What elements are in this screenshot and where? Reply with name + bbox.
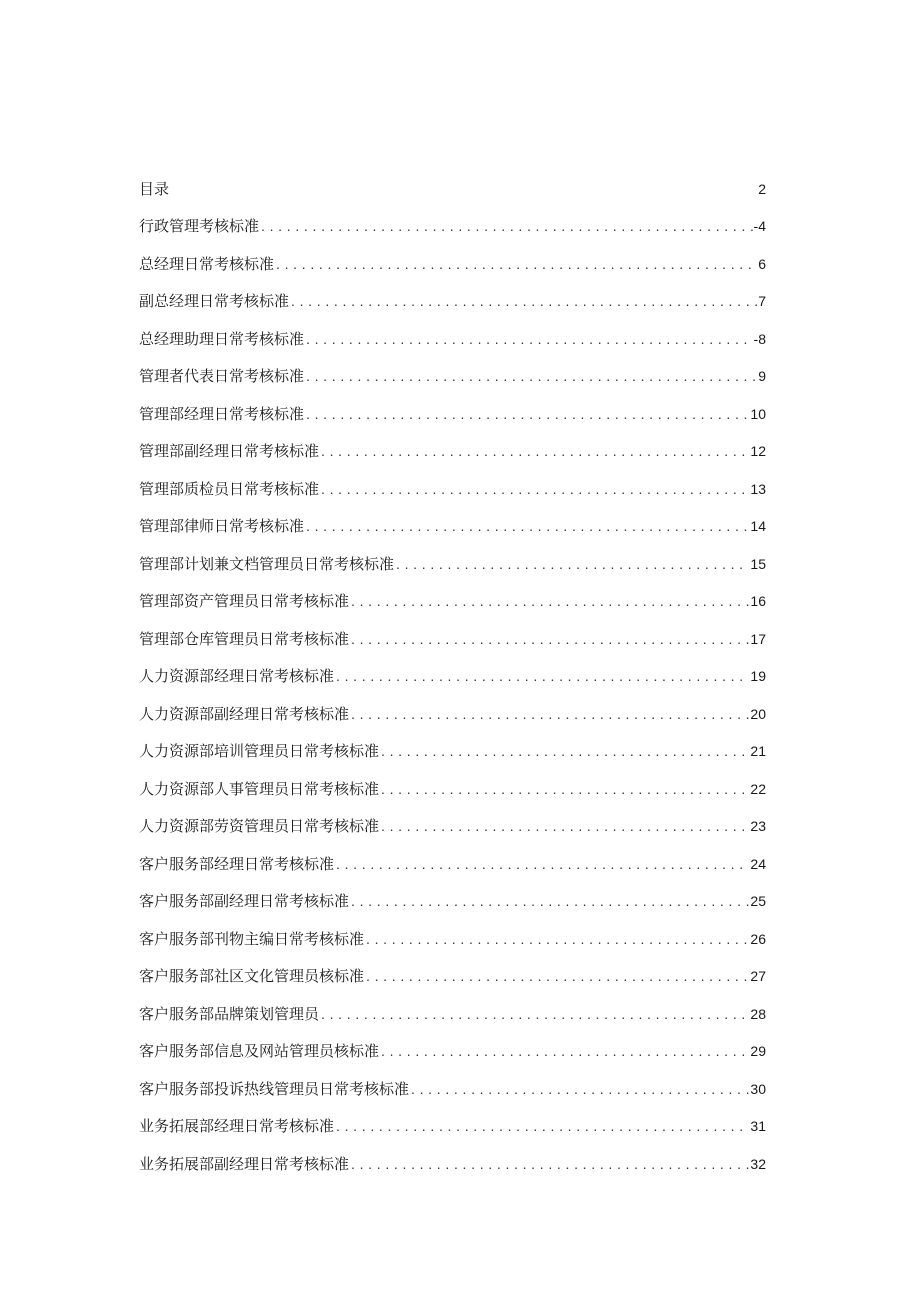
dot-leader [321,443,749,459]
dot-leader [351,1156,749,1172]
toc-entry-page-number: -8 [753,330,766,347]
toc-entry[interactable] [139,1040,766,1078]
dot-leader [336,856,749,872]
toc-entry[interactable] [139,740,766,778]
toc-entry-title: 业务拓展部副经理日常考核标准 [139,1154,350,1173]
toc-entry[interactable] [139,328,766,366]
toc-entry-title: 人力资源部劳资管理员日常考核标准 [139,817,380,835]
dot-leader [306,331,753,347]
dot-leader [306,406,749,422]
toc-entry-title: 人力资源部经理日常考核标准 [139,667,335,685]
dot-leader [381,781,749,797]
toc-entry[interactable] [139,290,766,328]
toc-entry[interactable] [139,440,766,478]
dot-leader [291,293,757,309]
toc-entry[interactable] [139,815,766,853]
dot-leader [336,1118,749,1134]
toc-entry[interactable] [139,515,766,553]
table-of-contents [139,178,766,1190]
dot-leader [351,893,749,909]
toc-entry[interactable] [139,365,766,403]
toc-entry[interactable] [139,778,766,816]
toc-entry-page-number: 19 [750,668,766,684]
toc-entry[interactable] [139,1153,766,1191]
toc-entry[interactable] [139,478,766,516]
dot-leader [306,518,749,534]
toc-entry[interactable] [139,590,766,628]
toc-entry-title: 副总经理日常考核标准 [139,292,290,310]
dot-leader [351,631,749,647]
dot-leader [381,818,749,834]
dot-leader [321,481,749,497]
toc-entry-title: 客户服务部品牌策划管理员 [139,1004,320,1023]
toc-entry-title: 总经理助理日常考核标准 [139,329,305,348]
toc-list [139,215,766,1190]
toc-entry[interactable] [139,703,766,741]
toc-entry[interactable] [139,853,766,891]
toc-entry-page-number: 25 [750,893,766,909]
toc-entry-title: 管理部计划兼文档管理员日常考核标准 [139,554,395,573]
toc-entry-page-number: 32 [750,1155,766,1172]
toc-entry-title: 人力资源部人事管理员日常考核标准 [139,779,380,798]
toc-entry-page-number: 30 [750,1080,766,1097]
toc-entry-title: 管理者代表日常考核标准 [139,367,305,385]
toc-entry[interactable] [139,553,766,591]
toc-heading-page-number: 2 [758,181,766,197]
dot-leader [351,593,749,609]
toc-entry[interactable] [139,1078,766,1116]
toc-entry-title: 管理部经理日常考核标准 [139,404,305,423]
toc-entry-title: 管理部质检员日常考核标准 [139,479,320,498]
toc-entry-page-number: 21 [750,743,766,759]
toc-entry-page-number: 28 [750,1005,766,1022]
toc-entry[interactable] [139,215,766,253]
dot-leader [306,368,757,384]
dot-leader [396,556,749,572]
dot-leader [411,1081,749,1097]
toc-entry-page-number: 27 [750,968,766,984]
dot-leader [381,743,749,759]
toc-entry-page-number: -4 [753,218,766,234]
toc-heading-row[interactable] [139,178,766,204]
toc-entry[interactable] [139,628,766,666]
toc-entry-page-number: 17 [750,630,766,647]
toc-entry-title: 客户服务部刊物主编日常考核标准 [139,929,365,948]
toc-entry-page-number: 31 [750,1118,766,1134]
toc-heading: 目录 [139,180,170,198]
dot-leader [366,968,749,984]
dot-leader [261,218,753,234]
dot-leader [381,1043,749,1059]
toc-entry-title: 管理部资产管理员日常考核标准 [139,592,350,610]
toc-entry[interactable] [139,665,766,703]
toc-entry-page-number: 24 [750,855,766,872]
toc-entry-title: 客户服务部社区文化管理员核标准 [139,967,365,985]
toc-entry-title: 总经理日常考核标准 [139,254,275,273]
dot-leader [336,668,749,684]
toc-entry[interactable] [139,928,766,966]
toc-entry-title: 人力资源部培训管理员日常考核标准 [139,742,380,760]
toc-entry-page-number: 12 [750,443,766,459]
toc-entry-title: 管理部副经理日常考核标准 [139,442,320,460]
toc-entry[interactable] [139,253,766,291]
toc-entry-page-number: 15 [750,555,766,572]
toc-entry[interactable] [139,965,766,1003]
toc-entry[interactable] [139,890,766,928]
toc-entry-page-number: 14 [750,518,766,534]
toc-entry-title: 客户服务部经理日常考核标准 [139,854,335,873]
toc-entry-page-number: 7 [758,293,766,309]
toc-entry-title: 客户服务部投诉热线管理员日常考核标准 [139,1079,410,1098]
dot-leader [276,256,757,272]
dot-leader [366,931,749,947]
toc-entry-title: 客户服务部副经理日常考核标准 [139,892,350,910]
toc-entry-page-number: 20 [750,705,766,722]
toc-entry-page-number: 29 [750,1043,766,1059]
toc-entry-page-number: 23 [750,818,766,834]
toc-entry-page-number: 22 [750,780,766,797]
toc-entry[interactable] [139,1003,766,1041]
toc-entry-title: 业务拓展部经理日常考核标准 [139,1117,335,1135]
toc-entry[interactable] [139,1115,766,1153]
toc-entry-title: 管理部律师日常考核标准 [139,517,305,535]
toc-entry[interactable] [139,403,766,441]
toc-entry-page-number: 26 [750,930,766,947]
toc-entry-page-number: 6 [758,255,766,272]
toc-entry-title: 人力资源部副经理日常考核标准 [139,704,350,723]
toc-entry-page-number: 10 [750,405,766,422]
toc-entry-page-number: 13 [750,480,766,497]
toc-entry-title: 管理部仓库管理员日常考核标准 [139,629,350,648]
toc-entry-page-number: 9 [758,368,766,384]
dot-leader [351,706,749,722]
toc-entry-page-number: 16 [750,593,766,609]
dot-leader [321,1006,749,1022]
toc-entry-title: 行政管理考核标准 [139,217,260,235]
toc-entry-title: 客户服务部信息及网站管理员核标准 [139,1042,380,1060]
